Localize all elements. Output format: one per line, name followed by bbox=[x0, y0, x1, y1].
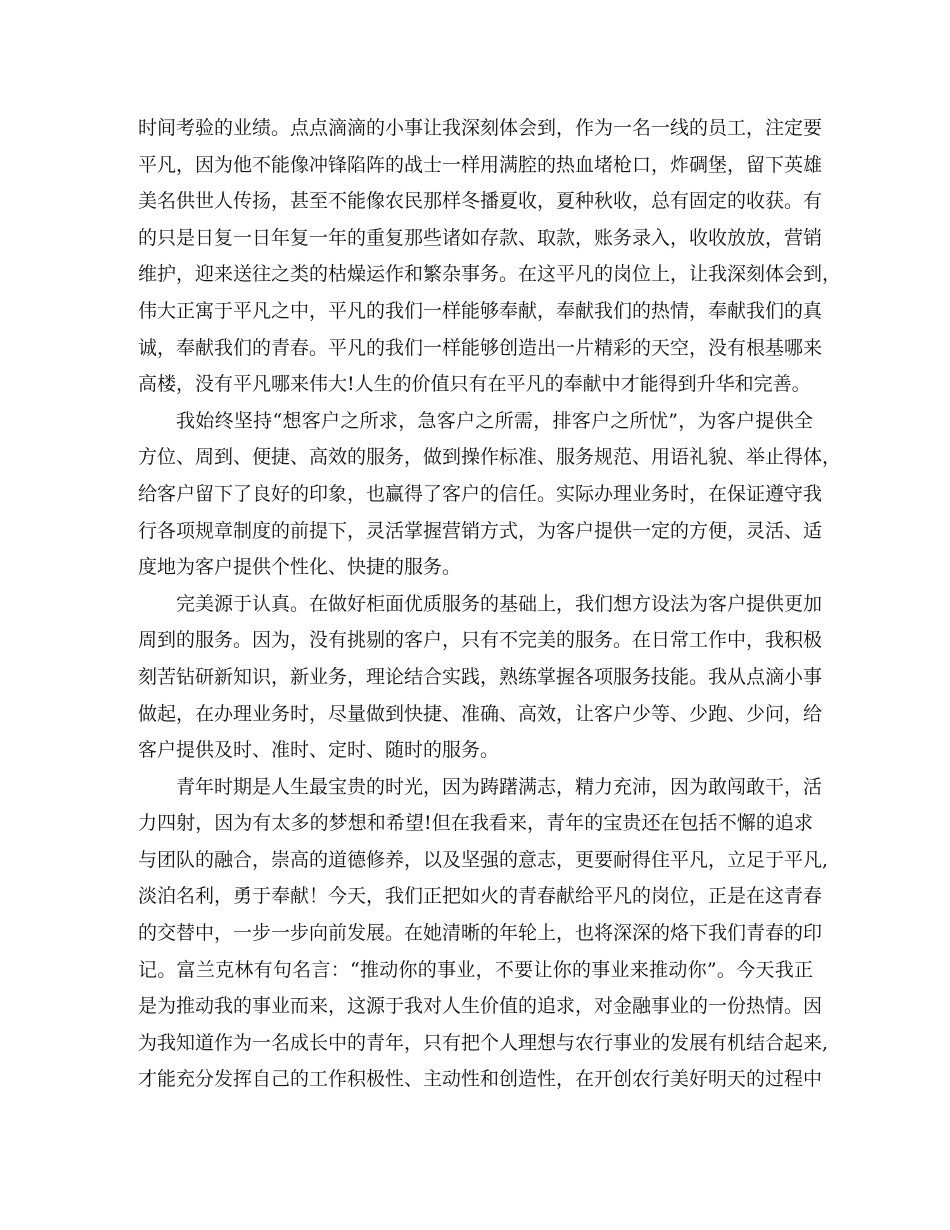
text-line: 为我知道作为一名成长中的青年，只有把个人理想与农行事业的发展有机结合起来, bbox=[138, 1031, 829, 1054]
paragraph-1 bbox=[138, 110, 842, 403]
paragraph-3 bbox=[138, 586, 823, 769]
text-line: 平凡，因为他不能像冲锋陷阵的战士一样用满腔的热血堵枪口，炸碉堡，留下英雄 bbox=[138, 153, 823, 176]
text-line: 的只是日复一日年复一年的重复那些诸如存款、取款，账务录入，收收放放，营销 bbox=[138, 226, 823, 249]
text-line: 行各项规章制度的前提下，灵活掌握营销方式，为客户提供一定的方便，灵活、适 bbox=[138, 519, 823, 542]
text-line: 青年时期是人生最宝贵的时光，因为踌躇满志，精力充沛，因为敢闯敢干，活 bbox=[176, 775, 823, 798]
text-line: 才能充分发挥自己的工作积极性、主动性和创造性，在开创农行美好明天的过程中 bbox=[138, 1068, 823, 1091]
text-line: 淡泊名利，勇于奉献！今天，我们正把如火的青春献给平凡的岗位，正是在这青春 bbox=[138, 885, 823, 908]
text-line: 伟大正寓于平凡之中，平凡的我们一样能够奉献，奉献我们的热情，奉献我们的真 bbox=[138, 299, 823, 322]
text-line: 是为推动我的事业而来，这源于我对人生价值的追求，对金融事业的一份热情。因 bbox=[138, 995, 823, 1018]
text-line: 诚，奉献我们的青春。平凡的我们一样能够创造出一片精彩的天空，没有根基哪来 bbox=[138, 336, 823, 359]
text-line: 做起，在办理业务时，尽量做到快捷、准确、高效，让客户少等、少跑、少问，给 bbox=[138, 702, 823, 725]
text-line: 刻苦钻研新知识，新业务，理论结合实践，熟练掌握各项服务技能。我从点滴小事 bbox=[138, 665, 823, 688]
text-line: 维护，迎来送往之类的枯燥运作和繁杂事务。在这平凡的岗位上，让我深刻体会到， bbox=[138, 263, 842, 286]
text-line: 美名供世人传扬，甚至不能像农民那样冬播夏收，夏种秋收，总有固定的收获。有 bbox=[138, 190, 823, 213]
text-line: 时间考验的业绩。点点滴滴的小事让我深刻体会到，作为一名一线的员工，注定要 bbox=[138, 117, 823, 139]
text-line: 度地为客户提供个性化、快捷的服务。 bbox=[138, 556, 462, 579]
paragraph-2 bbox=[138, 403, 842, 586]
text-line: 记。富兰克林有句名言：“推动你的事业，不要让你的事业来推动你”。今天我正 bbox=[138, 958, 813, 981]
text-line: 客户提供及时、准时、定时、随时的服务。 bbox=[138, 739, 500, 762]
text-line: 的交替中，一步一步向前发展。在她清晰的年轮上，也将深深的烙下我们青春的印 bbox=[138, 922, 823, 945]
text-line: 与团队的融合，崇高的道德修养，以及坚强的意志，更要耐得住平凡，立足于平凡, bbox=[138, 848, 829, 871]
text-line: 我始终坚持“想客户之所求，急客户之所需，排客户之所忧”，为客户提供全 bbox=[176, 409, 813, 432]
text-line: 周到的服务。因为，没有挑剔的客户，只有不完美的服务。在日常工作中，我积极 bbox=[138, 629, 823, 652]
text-line: 力四射，因为有太多的梦想和希望!但在我看来，青年的宝贵还在包括不懈的追求 bbox=[138, 812, 813, 835]
paragraph-4 bbox=[138, 769, 829, 1098]
document-body bbox=[138, 110, 842, 1098]
text-line: 方位、周到、便捷、高效的服务，做到操作标准、服务规范、用语礼貌、举止得体， bbox=[138, 446, 842, 469]
text-line: 高楼，没有平凡哪来伟大!人生的价值只有在平凡的奉献中才能得到升华和完善。 bbox=[138, 373, 811, 396]
text-line: 完美源于认真。在做好柜面优质服务的基础上，我们想方设法为客户提供更加 bbox=[176, 592, 823, 615]
text-line: 给客户留下了良好的印象，也赢得了客户的信任。实际办理业务时，在保证遵守我 bbox=[138, 482, 823, 505]
